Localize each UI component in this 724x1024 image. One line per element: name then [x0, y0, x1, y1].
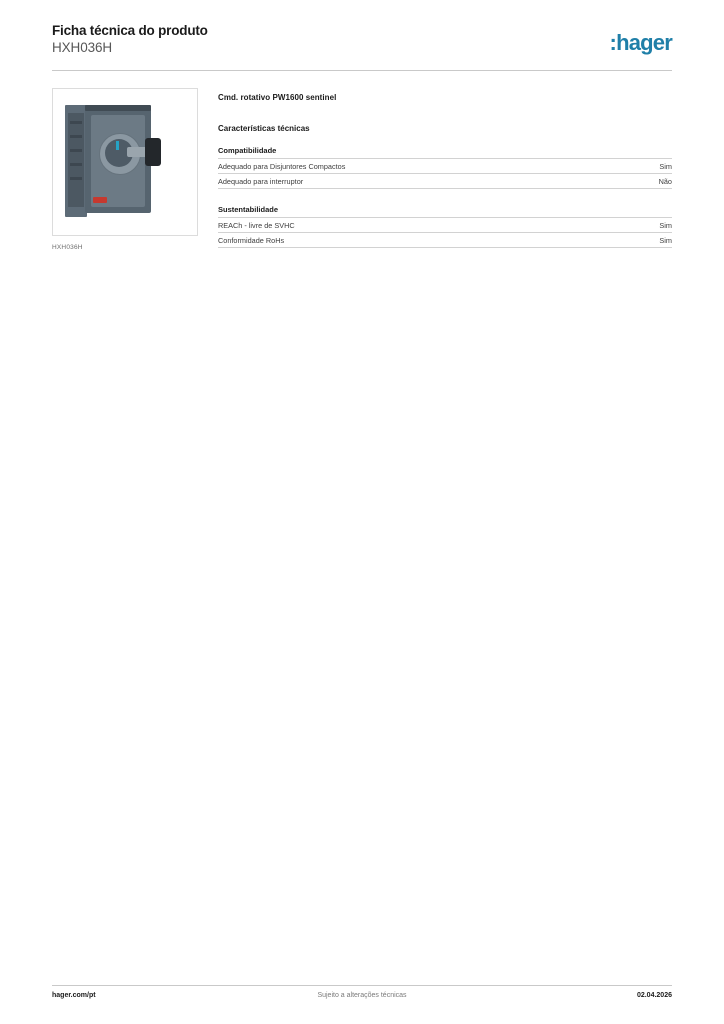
hager-logo	[610, 32, 672, 54]
footer-disclaimer: Sujeito a alterações técnicas	[317, 992, 407, 999]
spec-group-title: Compatibilidade	[218, 146, 277, 155]
logo-colon-icon: :	[609, 30, 617, 55]
spec-table	[218, 158, 672, 189]
page-title: Ficha técnica do produto	[52, 23, 208, 38]
spec-group-sustainability	[218, 205, 672, 248]
product-image	[52, 88, 198, 236]
logo-text: hager	[616, 30, 672, 55]
device-rotary-knob	[145, 138, 161, 166]
table-row	[218, 174, 672, 189]
spec-label: Conformidade RoHs	[218, 233, 608, 248]
page-subtitle-reference: HXH036H	[52, 40, 113, 55]
section-title-technical-characteristics: Características técnicas	[218, 124, 310, 133]
table-row	[218, 159, 672, 174]
spec-label: Adequado para interruptor	[218, 174, 629, 189]
spec-value: Sim	[608, 233, 672, 248]
device-side-slot	[70, 163, 82, 166]
device-side-slot	[70, 121, 82, 124]
table-row	[218, 233, 672, 248]
spec-table	[218, 217, 672, 248]
image-caption: HXH036H	[52, 244, 83, 251]
spec-value: Não	[629, 174, 672, 189]
product-details	[218, 93, 672, 264]
header-divider	[52, 70, 672, 71]
device-dial-indicator	[116, 141, 119, 150]
device-red-marker	[93, 197, 107, 203]
device-side-slot	[70, 149, 82, 152]
device-side-module	[65, 105, 87, 217]
device-side-slot	[70, 177, 82, 180]
spec-label: REACh - livre de SVHC	[218, 218, 608, 233]
device-side-slot	[70, 135, 82, 138]
document-footer	[52, 992, 672, 1004]
spec-group-compatibility	[218, 146, 672, 189]
spec-group-title: Sustentabilidade	[218, 205, 279, 214]
table-row	[218, 218, 672, 233]
footer-divider	[52, 985, 672, 986]
product-name: Cmd. rotativo PW1600 sentinel	[218, 93, 337, 102]
device-illustration-icon	[65, 105, 161, 217]
spec-value: Sim	[629, 159, 672, 174]
footer-website-link[interactable]: hager.com/pt	[52, 992, 96, 999]
device-side-inner	[68, 113, 84, 207]
spec-value: Sim	[608, 218, 672, 233]
device-top-strip	[85, 105, 151, 111]
document-header	[52, 22, 672, 66]
spec-label: Adequado para Disjuntores Compactos	[218, 159, 629, 174]
footer-date: 02.04.2026	[636, 992, 672, 999]
